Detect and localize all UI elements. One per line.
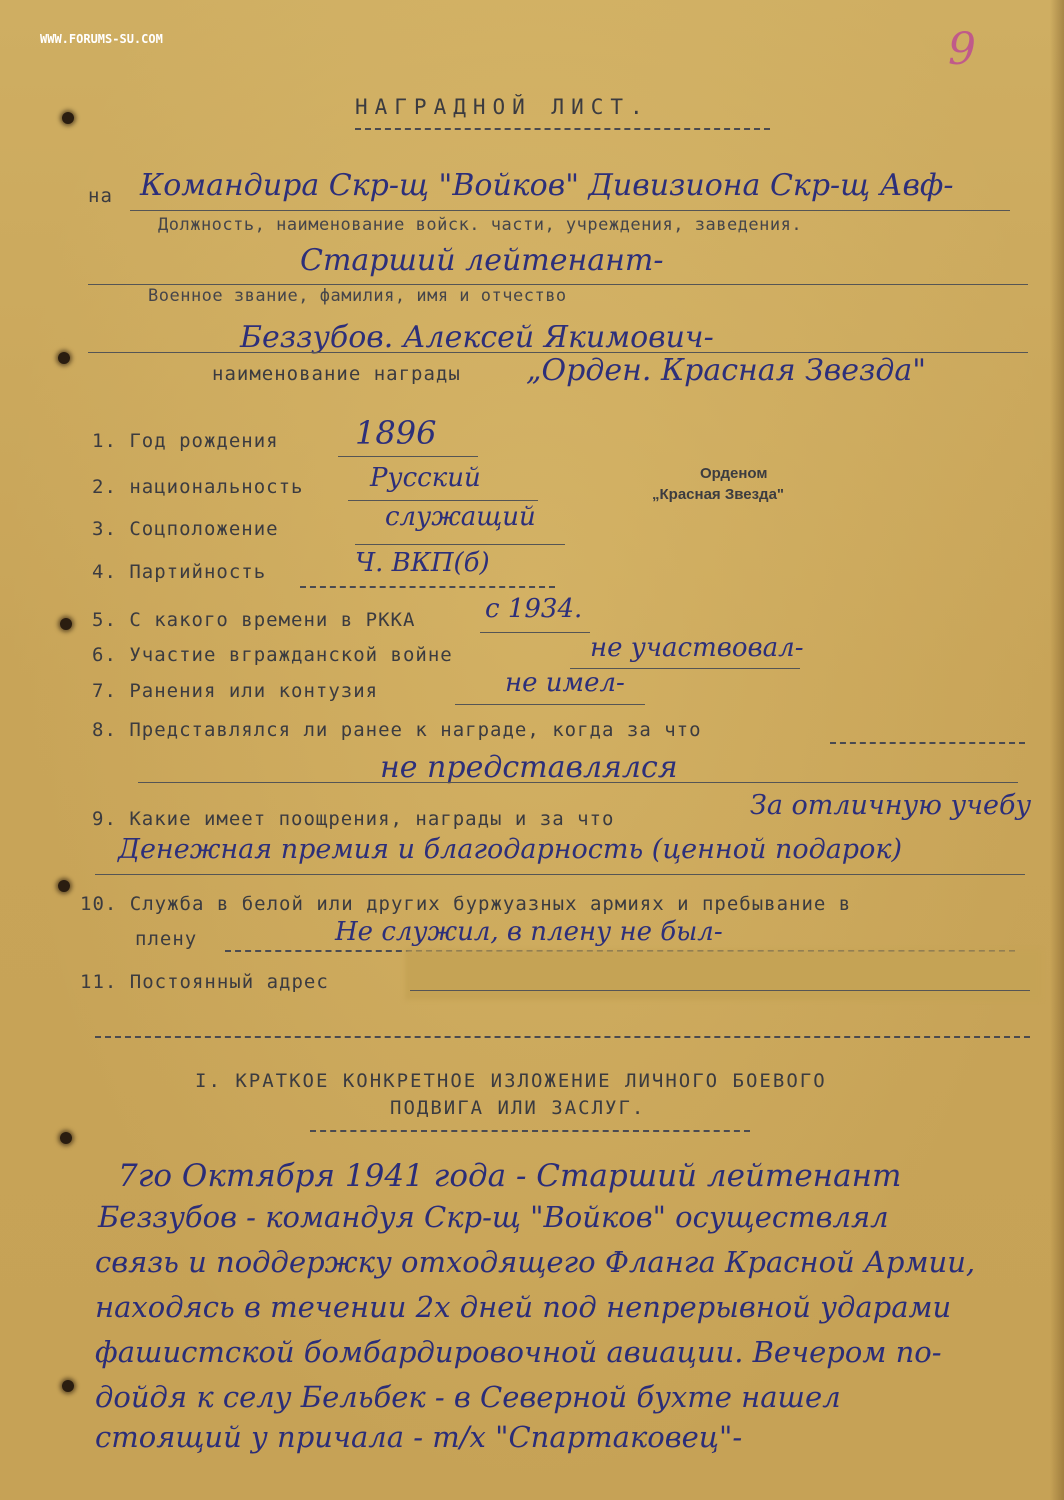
narrative-line-5: фашистской бомбардировочной авиации. Вечером по- xyxy=(95,1335,942,1369)
field-value-previous-awards: не представлялся xyxy=(380,750,678,785)
field-value-social-status: служащий xyxy=(385,502,536,532)
field-line xyxy=(338,456,478,457)
watermark: WWW.FORUMS-SU.COM xyxy=(40,32,163,46)
punch-hole xyxy=(58,880,70,892)
field-value-wounds: не имел- xyxy=(505,668,625,698)
punch-hole xyxy=(58,352,70,364)
section-heading-underline xyxy=(310,1130,750,1132)
field-label-wounds: 7. Ранения или контузия xyxy=(92,680,379,702)
field-label-rkka-since: 5. С какого времени в РККА xyxy=(92,609,416,631)
field-line xyxy=(355,544,565,545)
position-caption: Должность, наименование войск. части, учреждения, заведения. xyxy=(158,215,803,235)
section-heading-line-1: I. КРАТКОЕ КОНКРЕТНОЕ ИЗЛОЖЕНИЕ ЛИЧНОГО БОЕВОГО xyxy=(195,1070,827,1092)
punch-hole xyxy=(60,618,72,630)
narrative-line-7: стоящий у причала - т/х "Спартаковец"- xyxy=(95,1420,743,1454)
punch-hole xyxy=(60,1132,72,1144)
field-value-party: Ч. ВКП(б) xyxy=(355,548,490,578)
position-value: Командира Скр-щ "Войков" Дивизиона Скр-щ Авф- xyxy=(140,168,954,203)
punch-hole xyxy=(62,112,74,124)
field-label-social-status: 3. Соцположение xyxy=(92,518,279,540)
field-label-white-army: 10. Служба в белой или других буржуазных армиях и пребывание в xyxy=(80,893,852,915)
name-caption: Военное звание, фамилия, имя и отчество xyxy=(148,286,567,306)
field-label-birth-year: 1. Год рождения xyxy=(92,430,279,452)
to-prefix: на xyxy=(88,185,113,207)
rank-line xyxy=(88,284,1028,285)
field-line xyxy=(138,782,1018,783)
field-value-civil-war: не участвовал- xyxy=(590,633,804,663)
field-value-commendations-cont: Денежная премия и благодарность (ценной подарок) xyxy=(118,834,902,865)
stamp-line-2: „Красная Звезда" xyxy=(652,486,785,503)
stamp-line-1: Орденом xyxy=(700,465,768,482)
position-line xyxy=(130,210,1010,211)
field-line xyxy=(410,990,1030,991)
field-label-captivity: плену xyxy=(135,928,198,950)
section-heading-line-2: ПОДВИГА ИЛИ ЗАСЛУГ. xyxy=(390,1097,646,1119)
narrative-line-3: связь и поддержку отходящего Фланга Красной Армии, xyxy=(95,1245,976,1279)
page-number: 9 xyxy=(948,24,976,75)
field-line xyxy=(455,704,645,705)
field-line xyxy=(830,742,1025,744)
field-line xyxy=(300,586,555,588)
title-underline xyxy=(355,128,770,130)
field-line xyxy=(95,874,1025,875)
redacted-address xyxy=(405,950,1041,1000)
field-label-previous-awards: 8. Представлялся ли ранее к награде, когда за что xyxy=(92,719,702,741)
page-edge-shadow xyxy=(1050,0,1064,1500)
field-value-captivity: Не служил, в плену не был- xyxy=(335,917,723,947)
punch-hole xyxy=(62,1380,74,1392)
name-value: Беззубов. Алексей Якимович- xyxy=(240,320,714,355)
field-value-nationality: Русский xyxy=(370,463,481,493)
field-line xyxy=(348,500,538,501)
field-line xyxy=(480,632,590,633)
field-value-commendations: За отличную учебу xyxy=(750,790,1032,821)
narrative-line-1: 7го Октября 1941 года - Старший лейтенант xyxy=(118,1158,902,1194)
rank-value: Старший лейтенант- xyxy=(300,243,664,278)
field-label-address: 11. Постоянный адрес xyxy=(80,971,329,993)
field-value-rkka-since: с 1934. xyxy=(485,594,583,624)
field-label-civil-war: 6. Участие вгражданской войне xyxy=(92,644,453,666)
page-title: НАГРАДНОЙ ЛИСТ. xyxy=(355,95,650,119)
field-label-commendations: 9. Какие имеет поощрения, награды и за что xyxy=(92,808,615,830)
field-label-party: 4. Партийность xyxy=(92,561,267,583)
field-label-nationality: 2. национальность xyxy=(92,476,304,498)
field-line xyxy=(95,1036,1030,1038)
award-label: наименование награды xyxy=(212,363,461,385)
narrative-line-6: дойдя к селу Бельбек - в Северной бухте нашел xyxy=(95,1380,841,1414)
narrative-line-4: находясь в течении 2х дней под непрерывной ударами xyxy=(95,1290,952,1324)
narrative-line-2: Беззубов - командуя Скр-щ "Войков" осуществлял xyxy=(98,1200,889,1234)
field-value-birth-year: 1896 xyxy=(355,414,437,452)
award-value: „Орден. Красная Звезда" xyxy=(526,353,927,388)
